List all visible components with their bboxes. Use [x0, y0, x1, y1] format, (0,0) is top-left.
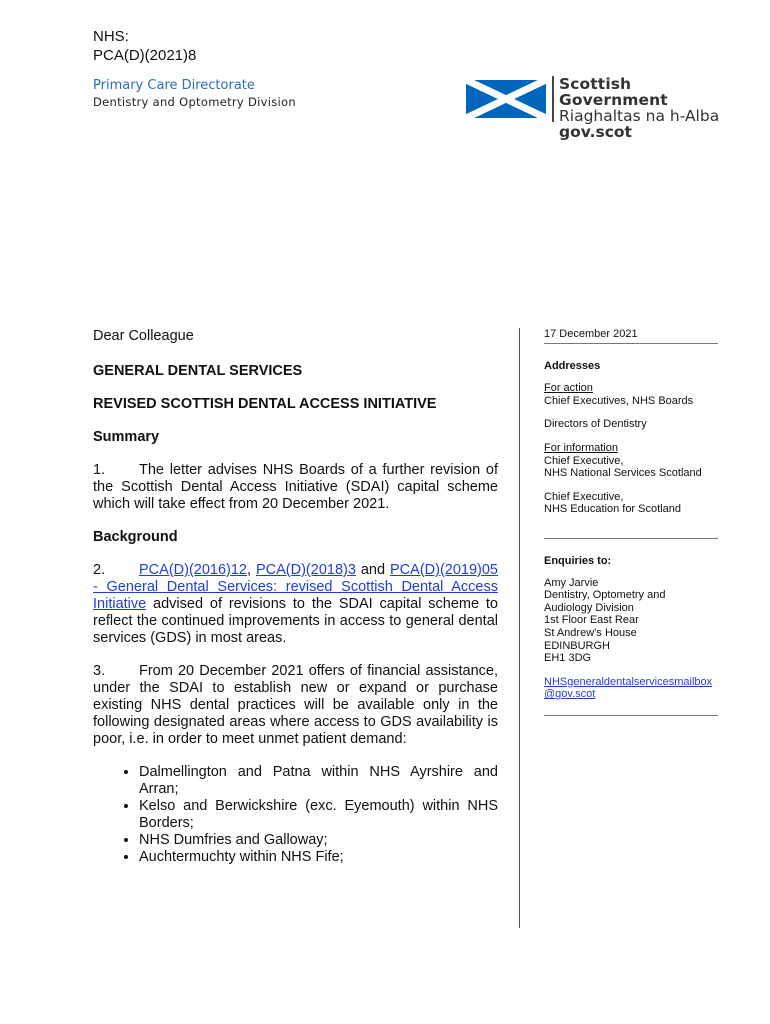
logo-line-2: Riaghaltas na h-Alba — [559, 107, 720, 125]
contact-line: Audiology Division — [544, 601, 634, 614]
contact-line: 1st Floor East Rear — [544, 614, 639, 627]
nes-line-1: Chief Executive, — [544, 490, 624, 503]
nes-line-2: NHS Education for Scotland — [544, 503, 681, 516]
paragraph-3 — [93, 663, 498, 748]
directors-of-dentistry: Directors of Dentistry — [544, 418, 647, 431]
sidebar-rule — [544, 343, 718, 344]
paragraph-2-text: advised of revisions to the SDAI capital scheme to reflect the continued improvements in access to general dental services (GDS) in most areas. — [93, 596, 498, 646]
link-pcad-2019-05[interactable]: PCA(D)(2019)05 - General Dental Services: revised Scottish Dental Access Initiative — [93, 562, 498, 612]
paragraph-2-and: and — [355, 562, 390, 578]
paragraph-3-number: 3. — [93, 663, 106, 679]
logo-text — [559, 76, 736, 140]
heading-revised-sdai: REVISED SCOTTISH DENTAL ACCESS INITIATIVE — [93, 396, 437, 412]
salutation: Dear Colleague — [93, 328, 194, 344]
summary-heading: Summary — [93, 429, 160, 445]
list-item: • Dalmellington and Patna within NHS Ayrshire and Arran; — [139, 764, 498, 798]
logo-line-3: gov.scot — [559, 123, 632, 141]
contact-block — [544, 577, 726, 665]
reference-block — [93, 27, 196, 65]
paragraph-2 — [93, 562, 498, 647]
column-divider — [519, 328, 520, 928]
for-action-label: For action — [544, 382, 593, 395]
email-link-wrapper — [544, 676, 726, 701]
enquiries-heading: Enquiries to: — [544, 554, 612, 567]
designated-areas-list — [93, 764, 498, 866]
contact-line: St Andrew’s House — [544, 626, 637, 639]
for-information-line-1: Chief Executive, — [544, 454, 624, 467]
for-information-label: For information — [544, 441, 618, 454]
sidebar-details — [544, 328, 726, 716]
link-pcad-2016-12[interactable]: PCA(D)(2016)12 — [139, 562, 247, 578]
letter-body — [93, 328, 498, 866]
for-action-text: Chief Executives, NHS Boards — [544, 394, 694, 407]
logo-line-1: Scottish Government — [559, 75, 668, 109]
directorate-name: Primary Care Directorate — [93, 78, 255, 93]
reference-line-1: NHS: — [93, 28, 129, 45]
paragraph-3-text: From 20 December 2021 offers of financial assistance, under the SDAI to establish new or expand or purchase existing NHS dental practices will be available only in the following designated areas where access to GDS availability is poor, i.e. in order to meet unmet patient demand: — [93, 663, 498, 747]
list-item: • Kelso and Berwickshire (exc. Eyemouth) within NHS Borders; — [139, 798, 498, 832]
contact-line: Dentistry, Optometry and — [544, 589, 666, 602]
paragraph-1-text: The letter advises NHS Boards of a further revision of the Scottish Dental Access Initiative (SDAI) capital scheme which will take effect from 20 December 2021. — [93, 462, 498, 512]
contact-line: EDINBURGH — [544, 639, 611, 652]
background-heading: Background — [93, 529, 178, 545]
link-pcad-2018-3[interactable]: PCA(D)(2018)3 — [255, 562, 356, 578]
list-item: • NHS Dumfries and Galloway; — [139, 832, 498, 849]
paragraph-2-number: 2. — [93, 562, 106, 578]
division-name: Dentistry and Optometry Division — [93, 95, 296, 109]
logo-separator — [552, 76, 554, 122]
paragraph-1 — [93, 462, 498, 513]
directorate-block — [93, 78, 296, 110]
scottish-government-logo — [466, 75, 736, 141]
letter-date: 17 December 2021 — [544, 328, 638, 340]
email-line-2: @gov.scot — [544, 688, 596, 701]
paragraph-1-number: 1. — [93, 462, 106, 478]
sidebar-rule — [544, 538, 718, 539]
email-line-1: NHSgeneraldentalservicesmailbox — [544, 675, 713, 688]
heading-general-dental-services: GENERAL DENTAL SERVICES — [93, 363, 303, 379]
sidebar-rule — [544, 715, 718, 716]
paragraph-2-separator: , — [247, 562, 256, 578]
contact-line: EH1 3DG — [544, 652, 592, 665]
contact-line: Amy Jarvie — [544, 576, 599, 589]
list-item: • Auchtermuchty within NHS Fife; — [139, 849, 498, 866]
saltire-flag-icon — [466, 80, 546, 118]
addresses-heading: Addresses — [544, 359, 601, 372]
for-information-line-2: NHS National Services Scotland — [544, 467, 702, 480]
email-link[interactable] — [544, 676, 712, 701]
reference-line-2: PCA(D)(2021)8 — [93, 47, 197, 64]
